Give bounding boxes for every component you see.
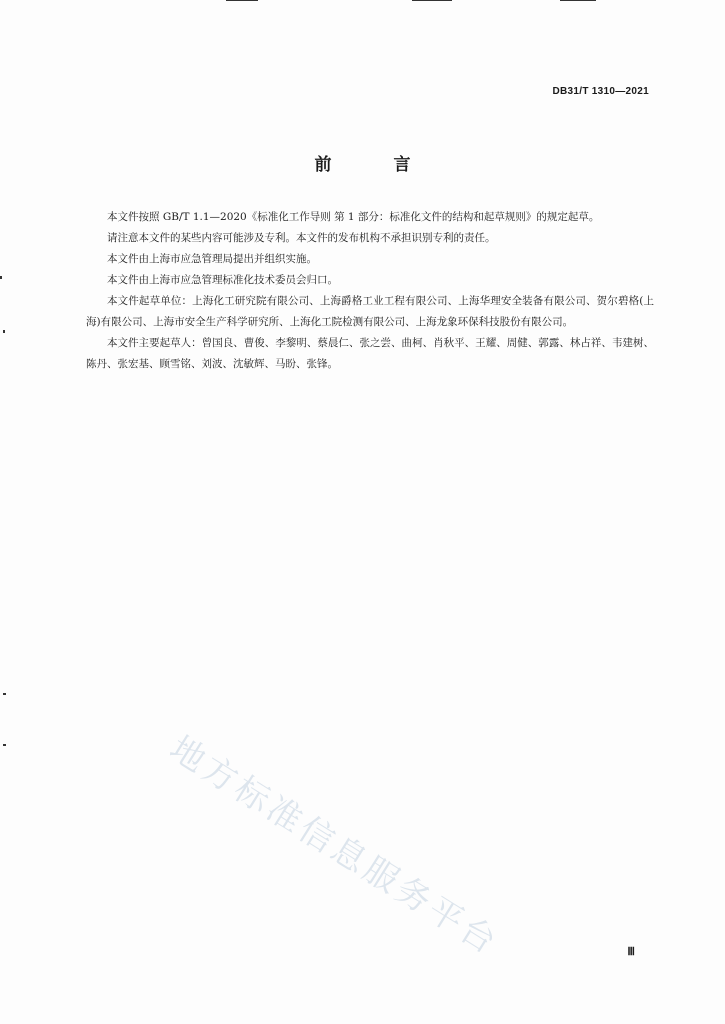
document-code: DB31/T 1310—2021 (552, 86, 649, 97)
paragraph-patent-notice: 请注意本文件的某些内容可能涉及专利。本文件的发布机构不承担识别专利的责任。 (107, 232, 496, 244)
scan-edge-mark (3, 330, 5, 333)
paragraph-drafting-rules: 本文件按照 GB/T 1.1—2020《标准化工作导则 第 1 部分：标准化文件的结构和起草规则》的规定起草。 (107, 211, 600, 223)
page-title: 前 言 (314, 155, 439, 175)
paragraph-committee: 本文件由上海市应急管理标准化技术委员会归口。 (107, 274, 338, 286)
scan-edge-mark (3, 744, 6, 746)
scan-edge-mark (412, 0, 452, 1)
paragraph-drafting-units: 本文件起草单位：上海化工研究院有限公司、上海爵格工业工程有限公司、上海华理安全装备有限公司、贺尔碧格(上海)有限公司、上海市安全生产科学研究所、上海化工院检测有限公司、上海龙象环保科技股份有限公司。 (86, 295, 654, 328)
scan-edge-mark (0, 276, 2, 279)
watermark: 地方标准信息服务平台 (162, 728, 507, 964)
scan-edge-mark (3, 693, 6, 695)
page-number: Ⅲ (627, 946, 635, 958)
foreword-body (86, 207, 654, 375)
paragraph-proposer: 本文件由上海市应急管理局提出并组织实施。 (107, 253, 317, 265)
paragraph-drafters: 本文件主要起草人：曾国良、曹俊、李黎明、蔡晨仁、张之尝、曲柯、肖秋平、王耀、周健、郭露、林占祥、韦建树、陈丹、张宏基、顾雪铭、刘波、沈敏辉、马盼、张锋。 (86, 337, 654, 370)
scan-edge-mark (226, 0, 258, 1)
scan-edge-mark (560, 0, 596, 1)
